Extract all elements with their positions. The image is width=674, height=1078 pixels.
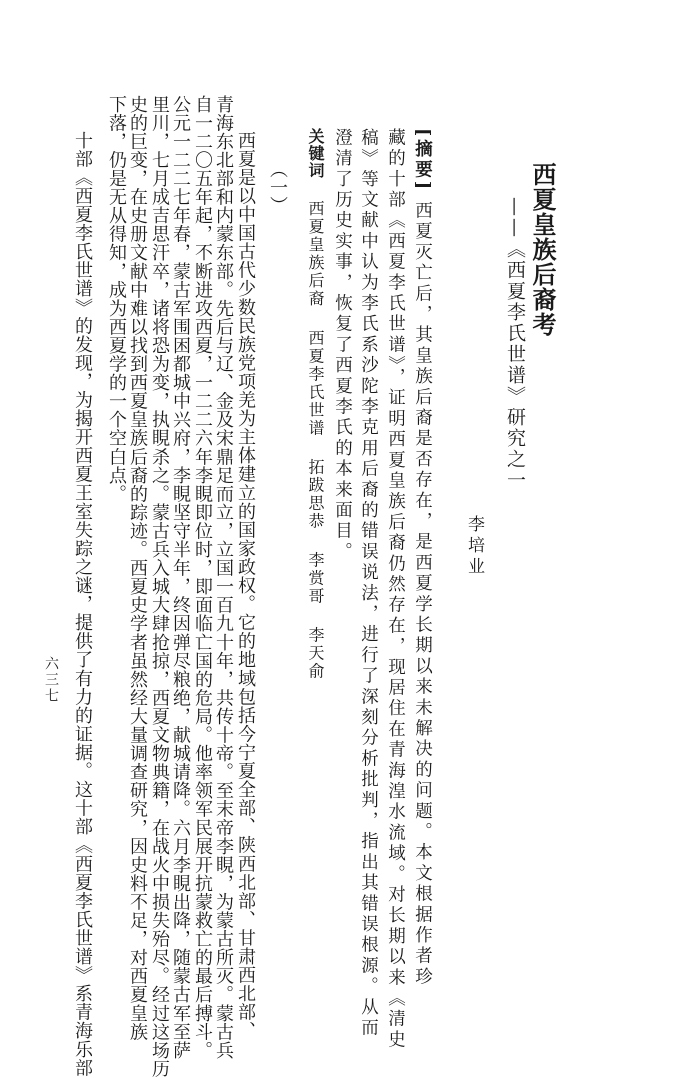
abstract-line-2: 藏的十部《西夏李氏世谱》，证明西夏皇族后裔仍然存在，现居住在青海湟水流域。对长期以来《清史 <box>385 128 406 1051</box>
body-line-4: 公元一二二七年春，蒙古军围困都城中兴府，李睍坚守半年，终因弹尽粮绝，献城请降。六月李睍出降，随蒙古军至萨 <box>170 95 191 1060</box>
keyword-item: 拓跋思恭 <box>306 458 325 531</box>
abstract-line-4: 澄清了历史实事，恢复了西夏李氏的本来面目。 <box>332 128 353 563</box>
body-line-5: 里川，七月成吉思汗卒，诸将恐为变，执睍杀之。蒙古兵入城大肆抢掠，西夏文物典籍，在战火中损失殆尽。经过这场历 <box>149 95 170 1078</box>
article-subtitle: ——《西夏李氏世谱》研究之一 <box>504 197 526 491</box>
keyword-item: 西夏李氏世谱 <box>306 329 325 438</box>
author-name: 李培业 <box>464 515 484 578</box>
keyword-item: 李天俞 <box>306 626 325 681</box>
body-line-6: 史的巨变，在史册文献中难以找到西夏皇族后裔的踪迹。西夏史学者虽然经大量调查研究，因史料不足，对西夏皇族 <box>127 95 148 1042</box>
body-line-7: 下落，仍是无从得知，成为西夏学的一个空白点。 <box>106 95 127 504</box>
keyword-item: 李赏哥 <box>306 551 325 606</box>
abstract-line-3: 稿》等文献中认为李氏系沙陀李克用后裔的错误说法，进行了深刻分析批判，指出其错误根源。从而 <box>358 128 379 1039</box>
keywords-line <box>307 128 323 680</box>
keywords-label: 关键词 <box>306 128 325 179</box>
body-line-3: 自一二〇五年起，不断进攻西夏，一二二六年李睍即位时，即面临亡国的危局。他率领军民展开抗蒙救亡的最后搏斗。 <box>192 95 213 1060</box>
section-heading: （一） <box>267 160 288 214</box>
abstract-text: 西夏灭亡后，其皇族后裔是否存在，是西夏学长期以来未解决的问题。本文根据作者珍 <box>412 201 433 988</box>
abstract-line-1 <box>413 128 431 988</box>
body-line-2: 青海东北部和内蒙东部。先后与辽、金及宋鼎足而立，立国一百九十年，共传十帝。至末帝李睍，为蒙古所灭。蒙古兵 <box>213 95 234 1060</box>
body-line-8: 十部《西夏李氏世谱》的发现，为揭开西夏王室失踪之谜，提供了有力的证据。这十部《西夏李氏世谱》系青海乐部 <box>72 131 93 1078</box>
article-title: 西夏皇族后裔考 <box>528 162 556 337</box>
page-number: 六三七 <box>43 656 59 704</box>
body-line-1: 西夏是以中国古代少数民族党项羌为主体建立的国家政权。它的地域包括今宁夏全部、陕西北部、甘肃西北部、 <box>235 131 256 1040</box>
keyword-item: 西夏皇族后裔 <box>306 200 325 309</box>
abstract-label: [摘要] <box>412 128 433 193</box>
